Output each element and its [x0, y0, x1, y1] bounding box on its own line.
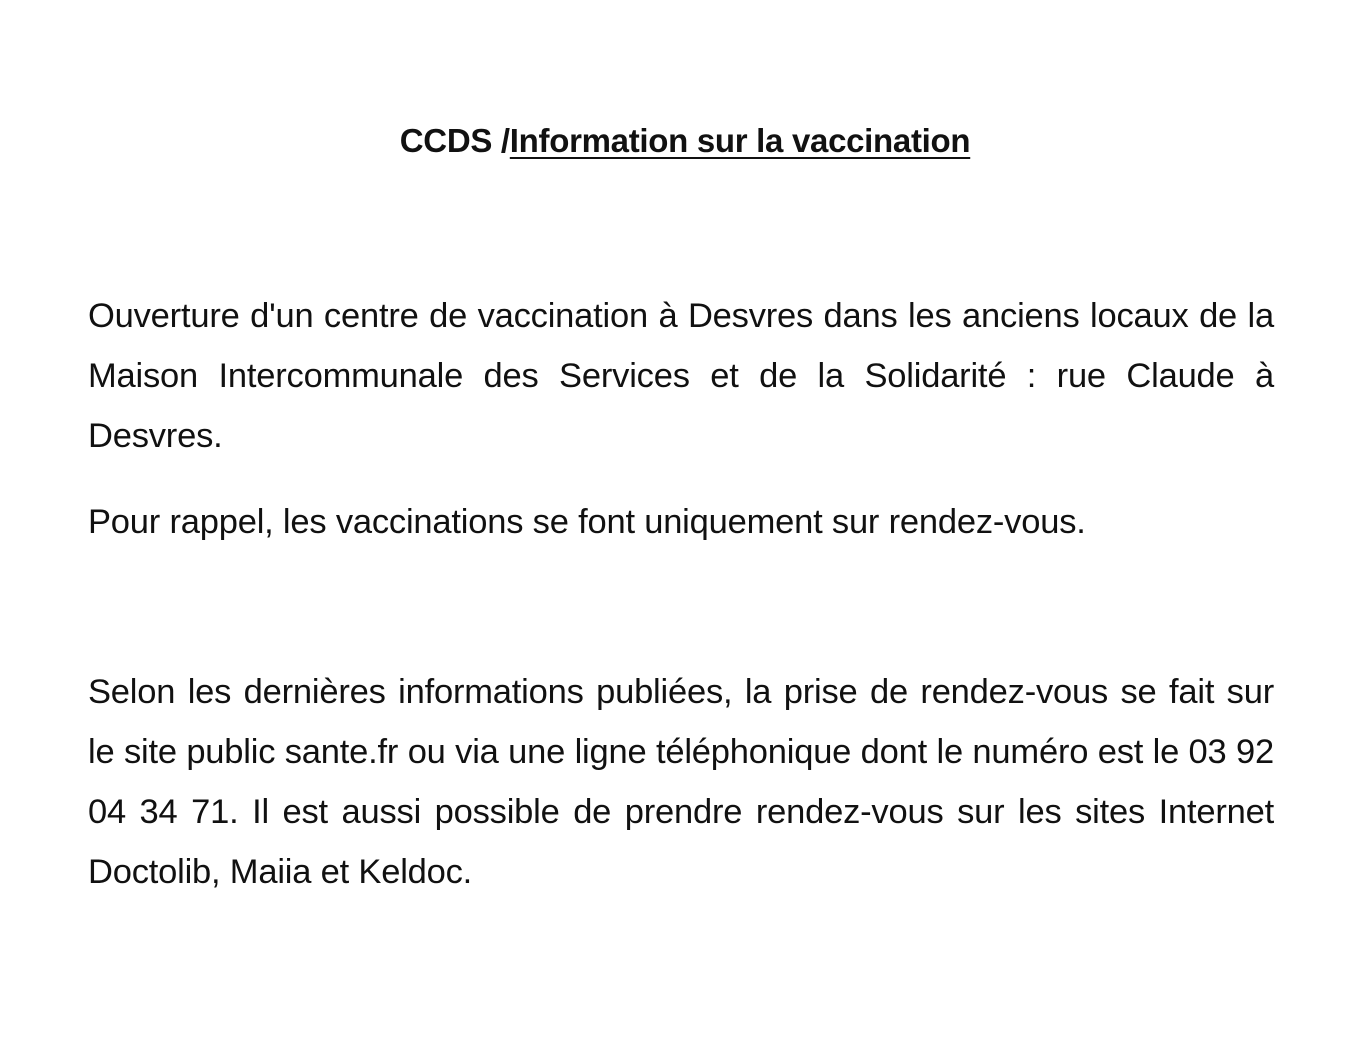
paragraph-booking-information: Selon les dernières informations publiées, la prise de rendez-vous se fait sur le site public sante.fr ou via une ligne téléphonique dont le numéro est le 03 92 04 34 71. Il est aussi possible de prendre rendez-vous sur les sites Internet Doctolib, Maiia et Keldoc. — [88, 673, 1274, 891]
title-prefix: CCDS / — [399, 122, 510, 159]
paragraph-vaccination-center: Ouverture d'un centre de vaccination à Desvres dans les anciens locaux de la Maison Intercommunale des Services et de la Solidarité : rue Claude à Desvres. — [88, 297, 1274, 455]
document-title — [0, 122, 1364, 160]
title-underlined-text: Information sur la vaccination — [509, 122, 971, 159]
paragraph-appointment-reminder: Pour rappel, les vaccinations se font uniquement sur rendez-vous. — [88, 503, 1086, 541]
